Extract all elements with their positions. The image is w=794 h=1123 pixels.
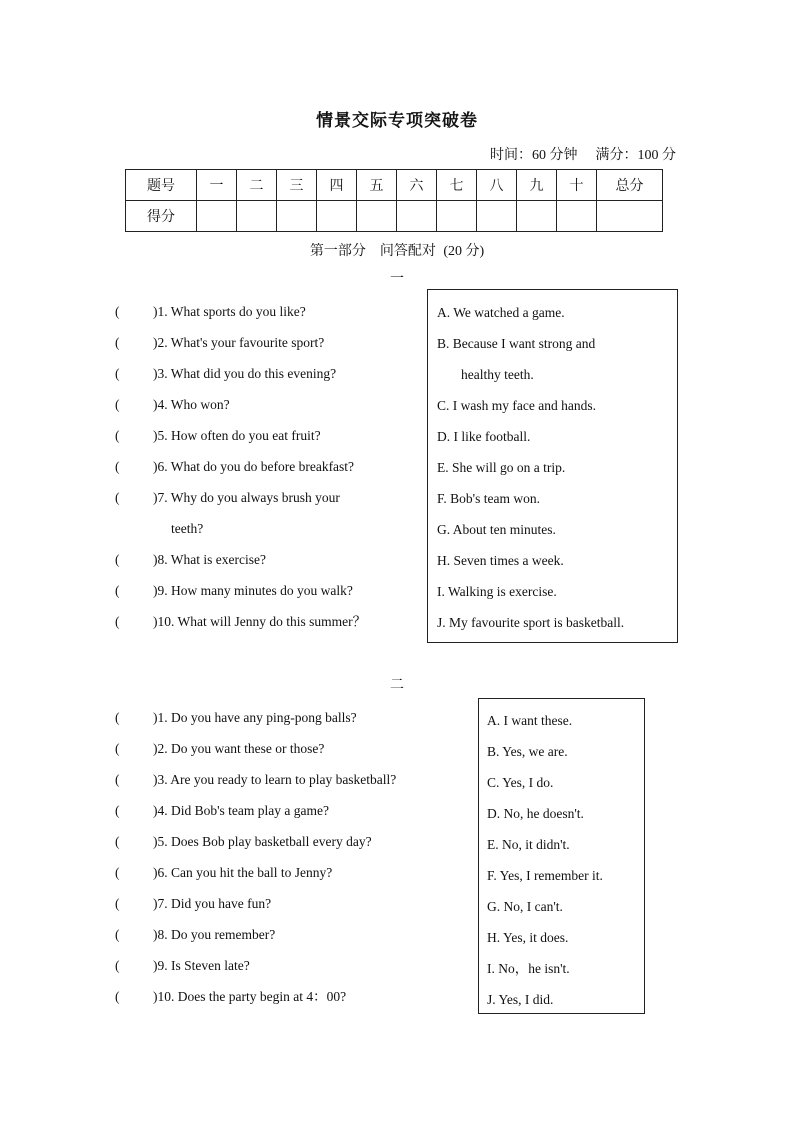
score-table-col: 四 <box>317 170 357 201</box>
part-points: (20 分) <box>443 244 485 259</box>
answer-option: J. My favourite sport is basketball. <box>437 615 625 630</box>
answer-option: J. Yes, I did. <box>487 992 554 1007</box>
section-label: 一 <box>390 272 404 287</box>
score-table-total: 总分 <box>597 170 663 201</box>
answer-option: I. Walking is exercise. <box>437 584 557 599</box>
section1-answer-box <box>427 289 678 643</box>
score-table-col: 一 <box>197 170 237 201</box>
score-cell <box>437 201 477 232</box>
score-table-row-label: 题号 <box>126 170 197 201</box>
answer-option: H. Yes, it does. <box>487 930 569 945</box>
part-title <box>0 240 794 260</box>
answer-option: E. She will go on a trip. <box>437 460 566 475</box>
score-table-col: 二 <box>237 170 277 201</box>
answer-option: A. We watched a game. <box>437 305 565 320</box>
score-table-col: 九 <box>517 170 557 201</box>
score-table-col: 三 <box>277 170 317 201</box>
score-cell <box>517 201 557 232</box>
score-cell <box>557 201 597 232</box>
score-cell <box>597 201 663 232</box>
exam-meta <box>490 144 676 164</box>
score-cell <box>397 201 437 232</box>
answer-option: C. I wash my face and hands. <box>437 398 596 413</box>
part-desc: 问答配对 <box>379 244 436 259</box>
answer-option: F. Bob's team won. <box>437 491 540 506</box>
full-score: 满分：100 分 <box>595 148 676 163</box>
score-table-header-row <box>126 170 663 201</box>
answer-option: A. I want these. <box>487 713 573 728</box>
answer-option: F. Yes, I remember it. <box>487 868 603 883</box>
score-table-col: 五 <box>357 170 397 201</box>
time-limit: 时间：60 分钟 <box>490 148 578 163</box>
section2-answer-box <box>478 698 645 1014</box>
score-table-col: 七 <box>437 170 477 201</box>
score-table-col: 六 <box>397 170 437 201</box>
answer-option: D. No, he doesn't. <box>487 806 584 821</box>
section-label: 二 <box>390 678 404 693</box>
answer-option: B. Yes, we are. <box>487 744 568 759</box>
answer-option: H. Seven times a week. <box>437 553 564 568</box>
score-cell <box>237 201 277 232</box>
answer-option: D. I like football. <box>437 429 531 444</box>
score-table-row-label: 得分 <box>126 201 197 232</box>
score-cell <box>357 201 397 232</box>
score-table-col: 八 <box>477 170 517 201</box>
score-table-score-row <box>126 201 663 232</box>
score-cell <box>197 201 237 232</box>
score-table <box>125 169 663 232</box>
part-name: 第一部分 <box>309 244 366 259</box>
answer-option: C. Yes, I do. <box>487 775 554 790</box>
answer-option: I. No，he isn't. <box>487 961 570 976</box>
score-cell <box>277 201 317 232</box>
answer-option: B. Because I want strong and healthy teeth. <box>437 336 596 382</box>
score-cell <box>477 201 517 232</box>
page-title: 情景交际专项突破卷 <box>316 111 478 130</box>
answer-option: E. No, it didn't. <box>487 837 570 852</box>
answer-option: G. No, I can't. <box>487 899 563 914</box>
answer-option: G. About ten minutes. <box>437 522 556 537</box>
score-cell <box>317 201 357 232</box>
score-table-col: 十 <box>557 170 597 201</box>
